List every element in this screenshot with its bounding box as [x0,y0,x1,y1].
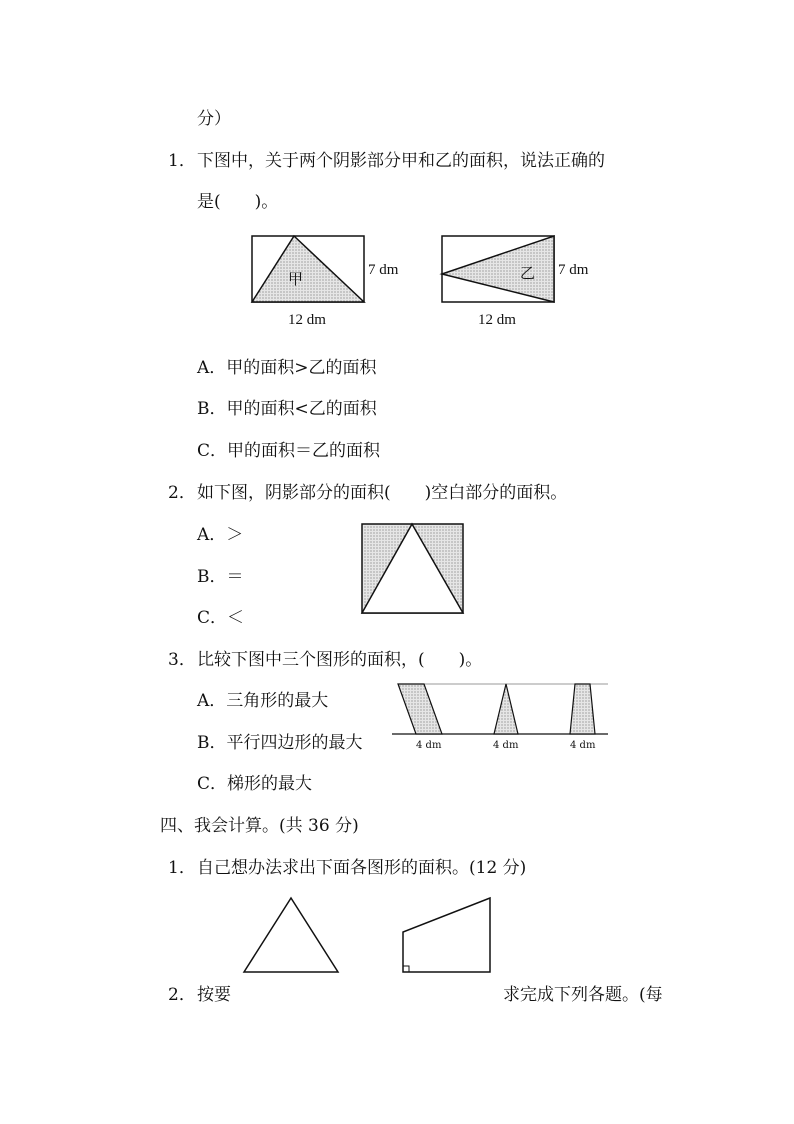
q2-stem: 如下图，阴影部分的面积( )空白部分的面积。 [197,483,568,503]
q3-number: 3． [168,650,196,670]
s4-triangle-figure [242,894,342,976]
s4-right-trapezoid [403,898,490,972]
q1-left-height-label: 7 dm [368,262,399,278]
q1-figure-left [250,234,420,334]
q1-right-width-label: 12 dm [478,312,516,328]
q3-figure [390,682,610,752]
q3-triangle [494,684,518,734]
q2-figure [361,523,465,615]
q2-option-b: B．＝ [197,567,244,587]
s4-q2-number: 2． [168,985,196,1005]
q2-option-a: A．＞ [197,525,244,545]
q3-base-label-triangle: 4 dm [493,740,519,751]
q1-left-width-label: 12 dm [288,312,326,328]
q2-option-c: C．＜ [197,608,245,628]
q1-option-c: C．甲的面积＝乙的面积 [197,441,381,461]
q1-stem-line1: 下图中，关于两个阴影部分甲和乙的面积，说法正确的 [197,151,605,171]
q2-number: 2． [168,483,196,503]
q1-option-a: A．甲的面积>乙的面积 [197,358,377,378]
top-fragment: 分） [197,109,231,129]
q3-base-label-trapezoid: 4 dm [570,740,596,751]
s4-q2-stem-right: 求完成下列各题。(每 [503,985,663,1005]
q1-figure-right [440,234,610,334]
s4-q1-number: 1． [168,858,196,878]
q1-right-height-label: 7 dm [558,262,589,278]
q3-base-label-parallelogram: 4 dm [416,740,442,751]
s4-trapezoid-figure [400,894,496,976]
s4-triangle [244,898,338,972]
q1-right-shape-label: 乙 [520,266,536,282]
section4-title: 四、我会计算。(共 36 分) [160,816,359,836]
s4-q1-stem: 自己想办法求出下面各图形的面积。(12 分) [197,858,527,878]
q3-option-b: B．平行四边形的最大 [197,733,363,753]
q3-option-c: C．梯形的最大 [197,774,313,794]
s4-q2-stem-left: 按要 [197,985,231,1005]
q1-left-shape-label: 甲 [288,272,304,288]
q1-stem-line2: 是( )。 [197,192,279,212]
q3-parallelogram [398,684,442,734]
q3-option-a: A．三角形的最大 [197,691,329,711]
q1-number: 1． [168,151,196,171]
q3-stem: 比较下图中三个图形的面积，( )。 [197,650,483,670]
q1-option-b: B．甲的面积<乙的面积 [197,399,377,419]
q3-trapezoid [570,684,595,734]
